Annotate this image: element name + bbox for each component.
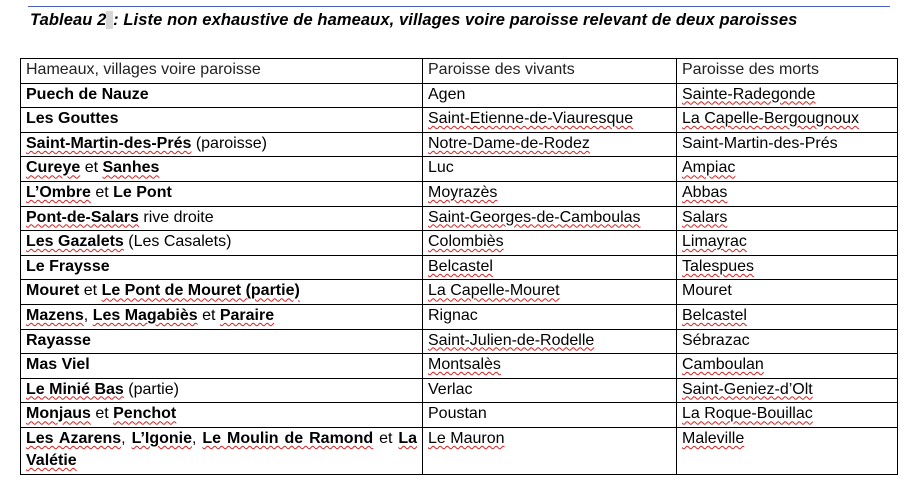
paroisse-morts-text: Sébrazac [682,331,750,349]
table-row [21,108,898,133]
cell-paroisse-morts[interactable] [677,403,898,428]
place-name: Rayasse [26,331,91,349]
cell-paroisse-vivants[interactable] [423,157,677,182]
paroisse-morts-text: Mouret [682,282,732,300]
place-name: Les Gouttes [26,110,119,128]
table-row [21,304,898,329]
place-name: Sanhes [102,159,160,177]
place-name: Le Pont de Mouret (partie) [101,282,300,300]
table-row [21,206,898,231]
table-row [21,157,898,182]
cell-place[interactable] [21,427,423,474]
paroisse-vivants-text: La Capelle-Mouret [428,282,560,300]
cell-place[interactable] [21,403,423,428]
paroisse-morts-text: Sainte-Radegonde [682,85,816,103]
paroisse-vivants-text: Saint-Julien-de-Rodelle [428,331,595,349]
cell-paroisse-vivants[interactable] [423,304,677,329]
table-row [21,280,898,305]
paroisse-vivants-text: Notre-Dame-de-Rodez [428,134,590,152]
caption-text: : Liste non exhaustive de hameaux, villages voire paroisse relevant de deux paroisses [113,11,798,29]
place-name: Le Moulin de Ramond [202,429,374,447]
paroisse-vivants-text: Agen [428,85,466,103]
table-header-row [21,59,898,84]
place-name: L’Igonie [131,429,193,447]
cell-paroisse-morts[interactable] [677,427,898,474]
place-name: Les Azarens [26,429,122,447]
place-note: (Les Casalets) [123,233,232,251]
cell-place[interactable] [21,354,423,379]
place-name: Puech de Nauze [26,85,149,103]
place-note: et [197,306,220,324]
place-name: Le Fraysse [26,257,110,275]
place-name: La Valétie [26,429,418,469]
cell-paroisse-vivants[interactable] [423,108,677,133]
table-row [21,378,898,403]
cell-place[interactable] [21,304,423,329]
cell-paroisse-morts[interactable] [677,132,898,157]
paroisse-morts-text: Saint-Martin-des-Prés [682,134,838,152]
table-row [21,231,898,256]
table-row [21,132,898,157]
paroisse-morts-text: Abbas [682,183,728,201]
paroisse-vivants-text: Saint-Georges-de-Camboulas [428,208,641,226]
paroisse-vivants-text: Le Mauron [428,429,505,447]
cell-paroisse-morts[interactable] [677,329,898,354]
table-row [21,354,898,379]
cell-paroisse-vivants[interactable] [423,206,677,231]
place-note: et [80,159,103,177]
cell-paroisse-vivants[interactable] [423,427,677,474]
place-name: Les Magabiès [92,306,198,324]
place-note: et [373,429,399,447]
paroisse-morts-text: Talespues [682,257,755,275]
table-row [21,403,898,428]
cell-paroisse-vivants[interactable] [423,378,677,403]
paroisse-vivants-text: Belcastel [428,257,493,275]
header-vivants[interactable]: Paroisse des vivants [423,59,677,84]
table-row [21,329,898,354]
cell-place[interactable] [21,231,423,256]
place-name: Mas Viel [26,356,90,374]
place-name: L’Ombre [26,183,91,201]
cell-paroisse-vivants[interactable] [423,280,677,305]
paroisse-morts-text: La Roque-Bouillac [682,405,813,423]
header-hameaux[interactable]: Hameaux, villages voire paroisse [21,59,423,84]
cell-place[interactable] [21,181,423,206]
place-note: , [192,429,203,447]
paroisse-morts-text: Limayrac [682,233,747,251]
paroisse-vivants-text: Poustan [428,405,487,423]
paroisse-morts-text: La Capelle-Bergougnoux [682,110,860,128]
paroisse-morts-text: Saint-Geniez-d’Olt [682,380,813,398]
place-name: Paraire [219,306,275,324]
cell-paroisse-morts[interactable] [677,231,898,256]
cell-place[interactable] [21,108,423,133]
place-name: Monjaus [26,405,91,423]
cell-place[interactable] [21,157,423,182]
cell-paroisse-morts[interactable] [677,83,898,108]
paroisse-morts-text: Belcastel [682,306,747,324]
paroisse-vivants-text: Verlac [428,380,473,398]
place-note: , [83,306,93,324]
paroisse-vivants-text: Colombiès [428,233,504,251]
place-name: Cureye [26,159,81,177]
cell-paroisse-vivants[interactable] [423,132,677,157]
top-rule [28,6,890,7]
place-name: Penchot [113,405,177,423]
cell-paroisse-morts[interactable] [677,206,898,231]
cell-paroisse-vivants[interactable] [423,255,677,280]
paroisse-vivants-text: Saint-Etienne-de-Viauresque [428,110,634,128]
place-name: Les Gazalets [26,233,124,251]
cell-place[interactable] [21,378,423,403]
place-name: Le Pont [113,183,172,201]
place-note: , [121,429,132,447]
cell-paroisse-vivants[interactable] [423,231,677,256]
cell-paroisse-morts[interactable] [677,255,898,280]
paroisse-morts-text: Ampiac [682,159,736,177]
cell-paroisse-vivants[interactable] [423,329,677,354]
place-note: (partie) [123,380,179,398]
place-name: Mouret [26,282,80,300]
paroisse-morts-text: Camboulan [682,356,764,374]
table-caption [30,11,797,30]
place-name: Mazens [26,306,84,324]
table-row [21,427,898,474]
cell-place[interactable] [21,206,423,231]
place-note: rive droite [138,208,214,226]
cell-place[interactable] [21,329,423,354]
cell-place[interactable] [21,280,423,305]
table-row [21,83,898,108]
cell-place[interactable] [21,132,423,157]
cell-paroisse-morts[interactable] [677,378,898,403]
place-note: (paroisse) [191,134,267,152]
place-name: Saint-Martin-des-Prés [26,134,192,152]
paroisse-vivants-text: Rignac [428,306,478,324]
paroisse-vivants-text: Montsalès [428,356,501,374]
cell-place[interactable] [21,255,423,280]
table-row [21,255,898,280]
cell-paroisse-vivants[interactable] [423,354,677,379]
cell-paroisse-morts[interactable] [677,108,898,133]
cell-paroisse-morts[interactable] [677,354,898,379]
parishes-table [20,58,898,475]
cell-paroisse-vivants[interactable] [423,181,677,206]
cell-paroisse-morts[interactable] [677,280,898,305]
paroisse-vivants-text: Luc [428,159,454,177]
cell-paroisse-morts[interactable] [677,304,898,329]
place-name: Pont-de-Salars [26,208,139,226]
place-name: Le Minié Bas [26,380,124,398]
paroisse-morts-text: Salars [682,208,728,226]
header-morts[interactable]: Paroisse des morts [677,59,898,84]
cell-paroisse-vivants[interactable] [423,83,677,108]
cell-place[interactable] [21,83,423,108]
place-note: et [90,183,114,201]
cell-paroisse-vivants[interactable] [423,403,677,428]
paroisse-vivants-text: Moyrazès [428,183,498,201]
paroisse-morts-text: Maleville [682,429,745,447]
table-row [21,181,898,206]
cell-paroisse-morts[interactable] [677,157,898,182]
caption-prefix: Tableau 2 [30,11,107,29]
cell-paroisse-morts[interactable] [677,181,898,206]
place-note: et [79,282,102,300]
place-note: et [90,405,114,423]
